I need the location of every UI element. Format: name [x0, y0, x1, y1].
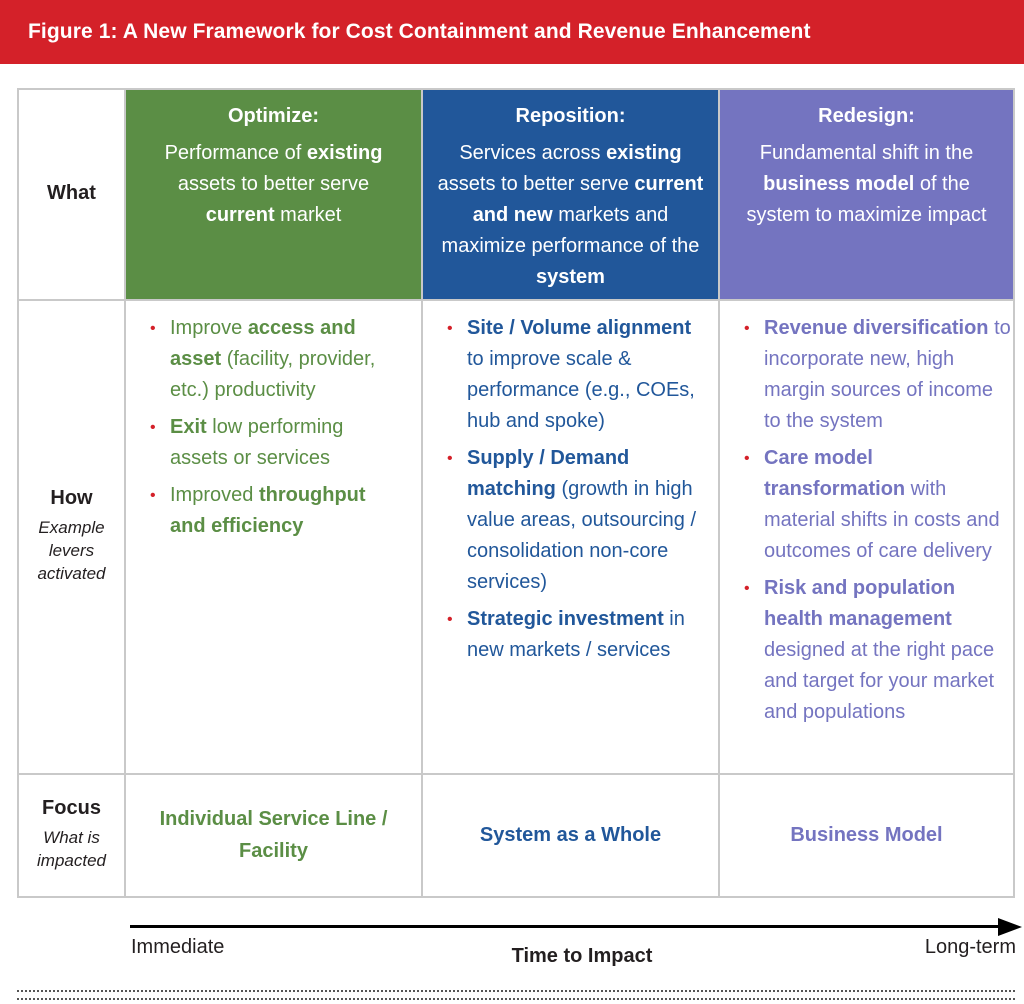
body-text: Improve [170, 317, 248, 339]
header-optimize-desc [148, 138, 399, 231]
emphasis-text: Exit [170, 416, 207, 438]
body-text: market [274, 204, 342, 226]
row-label-focus-cell [19, 775, 126, 896]
lever-item [445, 443, 713, 598]
body-text: designed at the right pace and target for your market and populations [764, 639, 995, 723]
emphasis-text: access and asset [170, 317, 356, 370]
axis-end-label: Long-term [924, 936, 1016, 958]
header-redesign-desc [732, 138, 1001, 231]
focus-optimize: Individual Service Line / Facility [159, 808, 388, 862]
body-text: low performing assets or services [170, 416, 344, 469]
emphasis-text: Risk and population health management [764, 577, 956, 630]
body-text: (growth in high value areas, outsourcing / consolidation non-core services) [467, 478, 697, 593]
lever-item [445, 313, 713, 437]
header-optimize [126, 90, 423, 301]
emphasis-text: current and new [472, 173, 704, 226]
levers-optimize [148, 313, 398, 548]
emphasis-text: Supply / Demand matching [467, 447, 630, 500]
axis-title: Time to Impact [511, 945, 653, 967]
body-text: markets and maximize performance of the [441, 204, 700, 257]
axis-start-label: Immediate [131, 936, 225, 958]
emphasis-text: system [536, 266, 605, 288]
row-label-focus: Focus [42, 797, 101, 819]
lever-item [148, 313, 398, 406]
figure-title: Figure 1: A New Framework for Cost Containment and Revenue Enhancement [0, 0, 1024, 64]
lever-item [742, 313, 1012, 437]
levers-redesign [742, 313, 1012, 734]
body-text: Fundamental shift in the [759, 142, 974, 164]
body-text: with material shifts in costs and outcomes of care delivery [764, 478, 1000, 562]
row-label-how: How [50, 487, 93, 509]
lever-item [148, 412, 398, 474]
lever-item [742, 443, 1012, 567]
emphasis-text: Site / Volume alignment [467, 317, 692, 339]
levers-redesign-cell [720, 301, 1013, 775]
focus-reposition: System as a Whole [479, 824, 662, 846]
body-text: in new markets / services [467, 608, 685, 661]
divider-dotted-1 [17, 990, 1015, 992]
emphasis-text: Revenue diversification [764, 317, 989, 339]
header-optimize-title: Optimize: [227, 105, 320, 127]
time-axis-arrowhead [998, 918, 1022, 936]
emphasis-text: current [205, 204, 275, 226]
header-reposition [423, 90, 720, 301]
row-sublabel-focus: What is impacted [37, 828, 106, 870]
body-text: Services across [459, 142, 607, 164]
header-redesign-title: Redesign: [818, 105, 915, 127]
body-text: (facility, provider, etc.) productivity [170, 348, 376, 401]
body-text: to incorporate new, high margin sources of income to the system [764, 317, 1011, 432]
body-text: of the system to maximize impact [746, 173, 987, 226]
time-axis-line [130, 925, 1000, 928]
body-text: to improve scale & performance (e.g., COEs, hub and spoke) [467, 348, 695, 432]
body-text: assets to better serve [437, 173, 635, 195]
levers-optimize-cell [126, 301, 423, 775]
levers-reposition [445, 313, 713, 672]
divider-dotted-2 [17, 998, 1015, 1000]
emphasis-text: throughput and efficiency [170, 484, 366, 537]
row-label-what-cell [19, 90, 126, 301]
focus-redesign: Business Model [790, 824, 943, 846]
focus-reposition-cell [423, 775, 720, 896]
row-label-how-cell [19, 301, 126, 775]
header-reposition-title: Reposition: [515, 105, 626, 127]
body-text: Performance of [164, 142, 307, 164]
body-text: assets to better serve [177, 173, 370, 195]
framework-table [17, 88, 1015, 898]
emphasis-text: existing [306, 142, 383, 164]
emphasis-text: Care model transformation [764, 447, 906, 500]
emphasis-text: business model [763, 173, 915, 195]
focus-redesign-cell [720, 775, 1013, 896]
body-text: Improved [170, 484, 259, 506]
levers-reposition-cell [423, 301, 720, 775]
header-reposition-desc [435, 138, 706, 293]
lever-item [742, 573, 1012, 728]
emphasis-text: existing [606, 142, 682, 164]
row-label-what: What [47, 182, 96, 204]
focus-optimize-cell [126, 775, 423, 896]
header-redesign [720, 90, 1013, 301]
lever-item [445, 604, 713, 666]
lever-item [148, 480, 398, 542]
emphasis-text: Strategic investment [467, 608, 664, 630]
row-sublabel-how: Example levers activated [37, 518, 106, 583]
